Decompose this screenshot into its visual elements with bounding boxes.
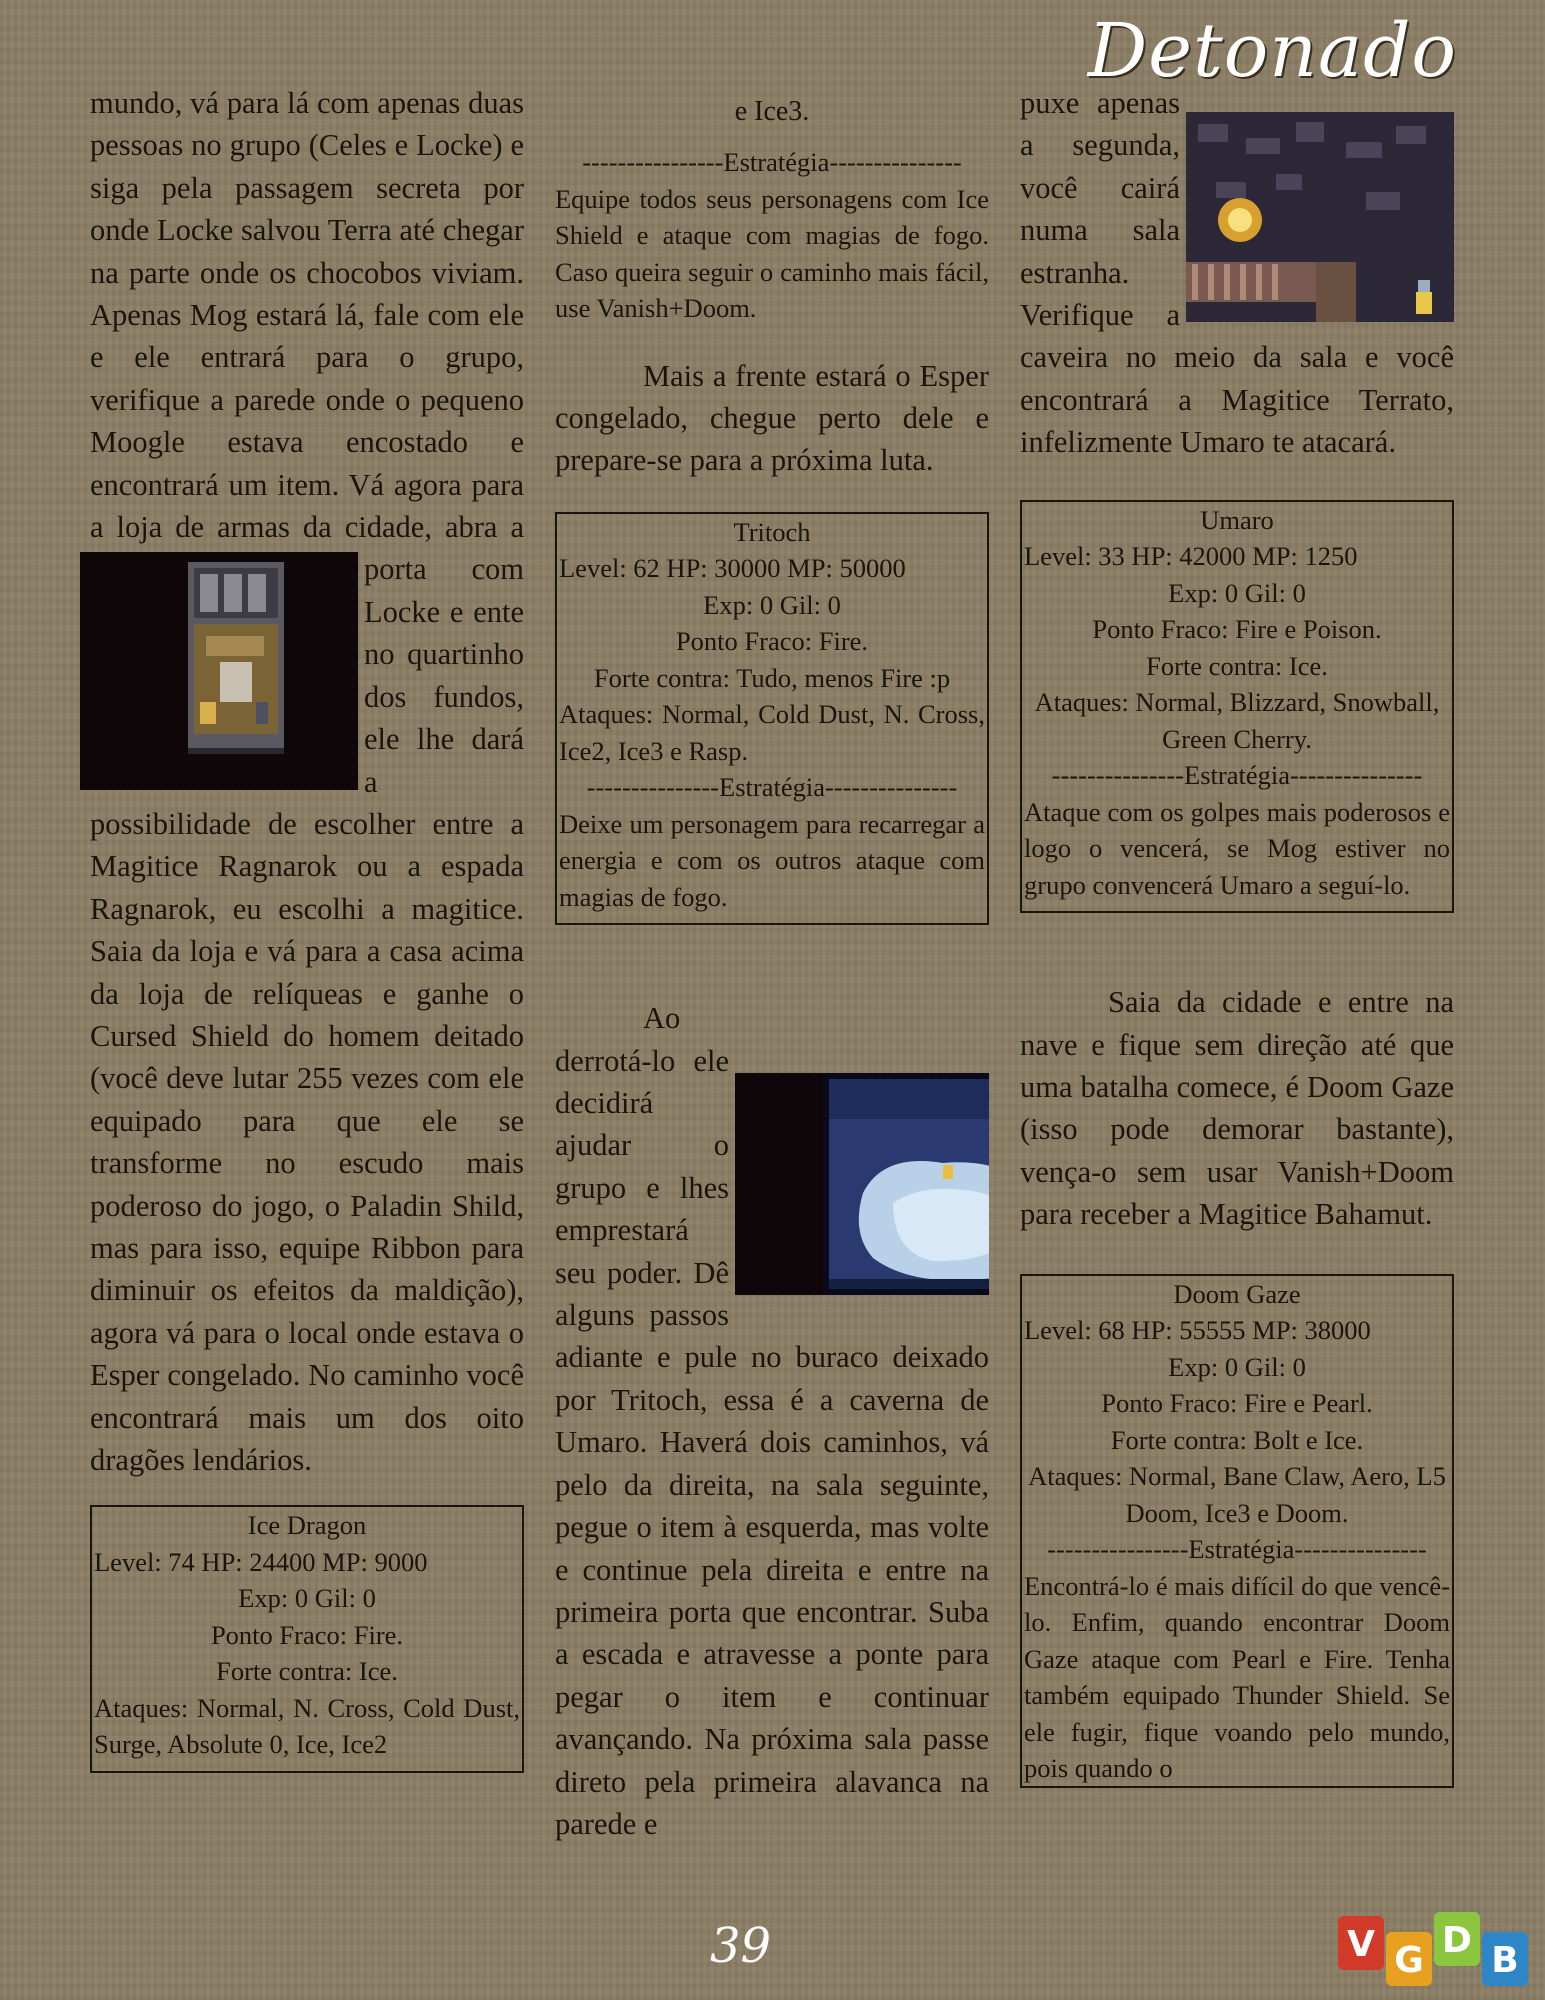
cave-paragraph — [1020, 82, 1454, 464]
strategy-header: ----------------Estratégia--------------- — [1047, 1534, 1427, 1565]
paragraph-text: puxe apenas a segunda, você cairá numa sala estranha. Verifique — [1020, 86, 1180, 333]
column-1 — [90, 82, 524, 1773]
strategy-header: ----------------Estratégia--------------- — [582, 147, 962, 177]
strange-room-image — [1186, 112, 1454, 322]
weapon-shop-room-image — [80, 552, 358, 790]
cave-hole-image — [823, 1073, 989, 1295]
vgdb-logo — [1334, 1912, 1534, 1992]
section-title: Detonado — [1087, 8, 1457, 94]
doom-gaze-stat-box — [1020, 1274, 1454, 1788]
strategy-text: Ataque com os golpes mais poderosos e logo o vencerá, se Mog estiver no grupo convencerá Umaro a seguí-lo. — [1024, 796, 1450, 900]
doom-gaze-paragraph: Saia da cidade e entre na nave e fique sem direção até que uma batalha comece, é Doom Gaze (isso pode demorar bastante), vença-o sem usar Vanish+Doom para receber a Magitice Bahamut. — [1020, 985, 1454, 1232]
boss-strength: Forte contra: Tudo, menos Fire :p — [593, 662, 951, 693]
strategy-header: ---------------Estratégia--------------- — [1051, 760, 1423, 791]
strategy-header: ---------------Estratégia--------------- — [586, 772, 958, 803]
logo-letter: G — [1394, 1940, 1424, 1981]
boss-name: Tritoch — [733, 516, 811, 547]
strategy-text: Encontrá-lo é mais difícil do que vencê-lo. Enfim, quando encontrar Doom Gaze ataque com Pearl e Fire. Tenha também equipado Thunder Shield. Se ele fugir, fique voando pelo mundo, pois quando o — [1024, 1570, 1450, 1784]
paragraph-text: abra a porta com Locke e ente no quartinho dos fundos, ele lhe dará a possibilidade de escolher entre a Magitice Ragnarok ou a espada Ragnarok, eu escolhi a magitice. Saia da loja e vá para a casa acima da loja de relíqueas e ganhe o Cursed Shield do homem deitado (você deve lutar 255 vezes com ele equipado para que ele se transforme no escudo mais poderoso do jogo, o Paladin Shild, mas para isso, equipe Ribbon para diminuir os efeitos da maldição), agora vá para o local onde estava o Esper congelado. No caminho você encontrará mais um dos oito dragões lendários. — [90, 510, 524, 1477]
boss-exp-gil: Exp: 0 Gil: 0 — [703, 589, 841, 620]
paragraph-text: Ao derrotá-lo ele decidirá ajudar o grupo e lhes emprestará seu poder. Dê alguns passos adiante e pule no — [555, 1001, 782, 1375]
boss-weakness: Ponto Fraco: Fire. — [675, 626, 869, 657]
page-number: 39 — [710, 1918, 772, 1974]
boss-weakness: Ponto Fraco: Fire e Pearl. — [1101, 1388, 1373, 1419]
screenshot-cave-hole — [735, 1073, 989, 1295]
boss-stats: Level: 74 HP: 24400 MP: 9000 — [94, 1546, 428, 1577]
boss-attacks: Ataques: Normal, Bane Claw, Aero, L5 Doom, Ice3 e Doom. — [1028, 1461, 1446, 1528]
boss-weakness: Ponto Fraco: Fire. — [210, 1619, 404, 1650]
paragraph-text: a caveira no meio da sala e você encontrará a Magitice Terrato, infelizmente Umaro te atacará. — [1020, 298, 1454, 460]
boss-attacks: Ataques: Normal, Blizzard, Snowball, Green Cherry. — [1034, 687, 1440, 754]
column-1-paragraph — [90, 82, 524, 1481]
continuation-text: e Ice3. — [734, 96, 810, 127]
boss-name: Doom Gaze — [1173, 1278, 1301, 1309]
tritoch-stat-box — [555, 512, 989, 926]
boss-stats: Level: 68 HP: 55555 MP: 38000 — [1024, 1315, 1371, 1346]
boss-strength: Forte contra: Ice. — [216, 1656, 398, 1687]
boss-name: Ice Dragon — [247, 1510, 367, 1541]
logo-letter: B — [1491, 1940, 1519, 1981]
boss-strength: Forte contra: Ice. — [1146, 650, 1328, 681]
boss-exp-gil: Exp: 0 Gil: 0 — [1168, 577, 1306, 608]
strategy-text: Deixe um personagem para recarregar a energia e com os outros ataque com magias de fogo. — [559, 808, 985, 912]
umaro-stat-box — [1020, 500, 1454, 914]
boss-attacks: Ataques: Normal, N. Cross, Cold Dust, Surge, Absolute 0, Ice, Ice2 — [94, 1692, 520, 1760]
esper-paragraph: Mais a frente estará o Esper congelado, chegue perto dele e prepare-se para a próxima luta. — [555, 358, 989, 478]
boss-exp-gil: Exp: 0 Gil: 0 — [238, 1583, 376, 1614]
boss-strength: Forte contra: Bolt e Ice. — [1110, 1424, 1364, 1455]
logo-letter: D — [1442, 1920, 1472, 1961]
boss-exp-gil: Exp: 0 Gil: 0 — [1168, 1351, 1306, 1382]
strategy-text: Equipe todos seus personagens com Ice Shield e ataque com magias de fogo. Caso queira seguir o caminho mais fácil, use Vanish+Doom. — [555, 183, 989, 323]
paragraph-text: mundo, vá para lá com apenas duas pessoas no grupo (Celes e Locke) e siga pela passagem secreta por onde Locke salvou Terra até chegar na parte onde os chocobos viviam. Apenas Mog estará lá, fale com ele e ele entrará para o grupo, verifique a parede onde o pequeno Moogle estava encostado e encontrará um item. Vá agora para a loja de armas da cidade, — [90, 86, 524, 545]
boss-stats: Level: 33 HP: 42000 MP: 1250 — [1024, 541, 1358, 572]
tritoch-after-paragraph — [555, 997, 989, 1845]
boss-attacks: Ataques: Normal, Cold Dust, N. Cross, Ice2, Ice3 e Rasp. — [559, 699, 985, 766]
boss-stats: Level: 62 HP: 30000 MP: 50000 — [559, 553, 906, 584]
column-3 — [1020, 82, 1454, 1788]
boss-name: Umaro — [1200, 504, 1274, 535]
screenshot-weapon-shop — [80, 552, 358, 790]
ice-dragon-stat-box — [90, 1505, 524, 1773]
boss-weakness: Ponto Fraco: Fire e Poison. — [1092, 614, 1382, 645]
paragraph-text: buraco deixado por Tritoch, essa é a caverna de Umaro. Haverá dois caminhos, vá pelo da direita, na sala seguinte, pegue o item à esquerda, mas volte e continue pela direita e entre na primeira porta que encontrar. Suba a escada e atravesse a ponte para pegar o item e continuar avançando. Na próxima sala passe direto pela primeira alavanca na parede e — [555, 1340, 990, 1841]
screenshot-strange-room — [1186, 112, 1454, 322]
column-2 — [555, 92, 989, 1845]
logo-letter: V — [1347, 1924, 1375, 1965]
